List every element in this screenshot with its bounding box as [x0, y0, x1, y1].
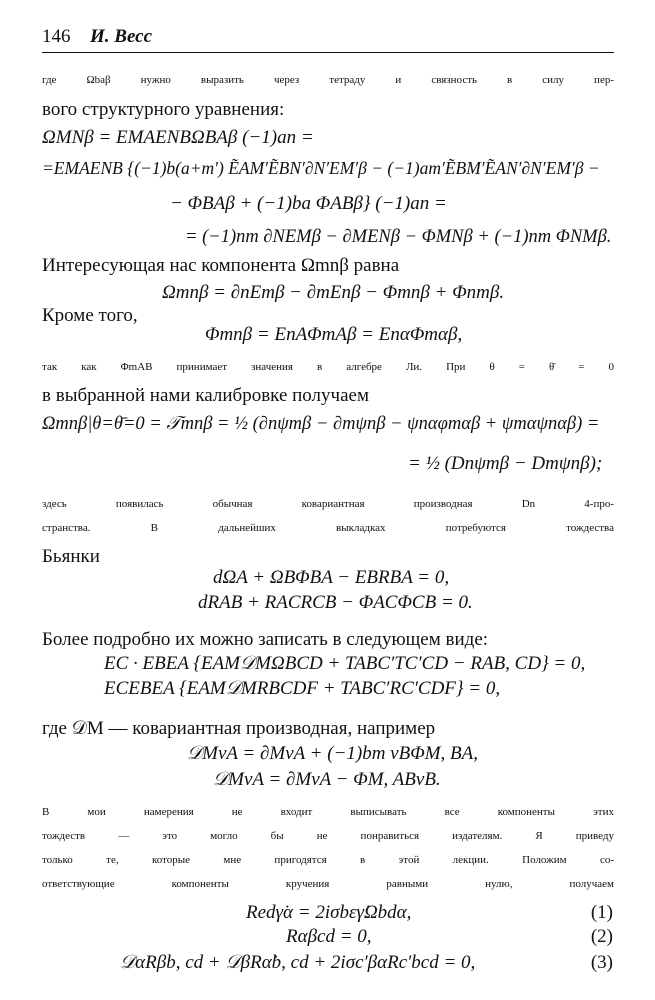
text-line: где Ωbaβ нужно выразить через тетраду и связность в силу пер-	[42, 74, 614, 86]
text-line: так как ΦmAB принимает значения в алгебре Ли. При θ = θ̄ = 0	[42, 361, 614, 373]
header-rule	[42, 52, 614, 53]
equation-line: Φmnβ = EnAΦmAβ = EnαΦmαβ,	[205, 324, 463, 345]
equation-line: ΩMNβ = EMAENBΩBAβ (−1)an =	[42, 127, 314, 148]
page-number: 146	[42, 26, 71, 47]
equation-line: Rαβcd = 0,	[286, 926, 372, 947]
equation-line: EC · EBEA {EAM𝒟MΩBCD + TABC′TC′CD − RAB, CD} = 0,	[104, 653, 586, 674]
text-line: тождеств — это могло бы не понравиться издателям. Я приведу	[42, 830, 614, 842]
running-header	[42, 26, 612, 56]
equation-line: = (−1)nm ∂NEMβ − ∂MENβ − ΦMNβ + (−1)nm ΦNMβ.	[185, 227, 612, 247]
equation-line: dRAB + RACRCB − ΦACΦCB = 0.	[198, 592, 473, 613]
equation-line: = ½ (Dnψmβ − Dmψnβ);	[408, 453, 603, 474]
text-line: в выбранной нами калибровке получаем	[42, 385, 369, 406]
equation-line: 𝒟MvA = ∂MvA − ΦM, ABvB.	[213, 769, 441, 790]
text-line: Более подробно их можно записать в следующем виде:	[42, 629, 489, 650]
equation-line: Redγ̇α = 2iσbεγ̇Ωbdα,	[246, 902, 412, 923]
text-line: здесь появилась обычная ковариантная производная Dn 4-про-	[42, 498, 614, 510]
equation-line: Ωmnβ = ∂nEmβ − ∂mEnβ − Φmnβ + Φnmβ.	[162, 282, 505, 303]
equation-number: (3)	[590, 952, 613, 973]
text-line: Кроме того,	[42, 305, 138, 326]
equation-line: dΩA + ΩBΦBA − EBRBA = 0,	[213, 567, 450, 588]
text-line: только те, которые мне пригодятся в этой лекции. Положим со-	[42, 854, 614, 866]
equation-line: ECEBEA {EAM𝒟MRBCDF + TABC′RC′CDF} = 0,	[104, 678, 501, 699]
text-line: где 𝒟M — ковариантная производная, например	[42, 718, 436, 739]
equation-line: 𝒟MvA = ∂MvA + (−1)bm vBΦM, BA,	[187, 743, 478, 764]
text-line: ответствующие компоненты кручения равными нулю, получаем	[42, 878, 614, 890]
text-line: Бьянки	[42, 546, 100, 567]
text-line: вого структурного уравнения:	[42, 99, 285, 120]
text-line: В мои намерения не входит выписывать все компоненты этих	[42, 806, 614, 818]
equation-number: (2)	[590, 926, 613, 947]
text-line: Интересующая нас компонента Ωmnβ равна	[42, 255, 400, 276]
equation-number: (1)	[590, 902, 613, 923]
running-head-author: И. Весс	[90, 26, 153, 47]
text-line: странства. В дальнейших выкладках потребуются тождества	[42, 522, 614, 534]
equation-line: =EMAENB {(−1)b(a+m′) ẼAM′ẼBN′∂N′EM′β − (−1)am′ẼBM′ẼAN′∂N′EM′β −	[42, 158, 600, 178]
equation-line: 𝒟α̇Rβb, cd + 𝒟βRα̇b, cd + 2iσc′βα̇Rc′bcd = 0,	[120, 952, 476, 973]
equation-line: − ΦBAβ + (−1)ba ΦABβ} (−1)an =	[170, 193, 447, 214]
equation-line: Ωmnβ|θ=θ̄=0 = 𝒯mnβ = ½ (∂nψmβ − ∂mψnβ − ψnαφmαβ + ψmαψnαβ) =	[42, 414, 600, 434]
